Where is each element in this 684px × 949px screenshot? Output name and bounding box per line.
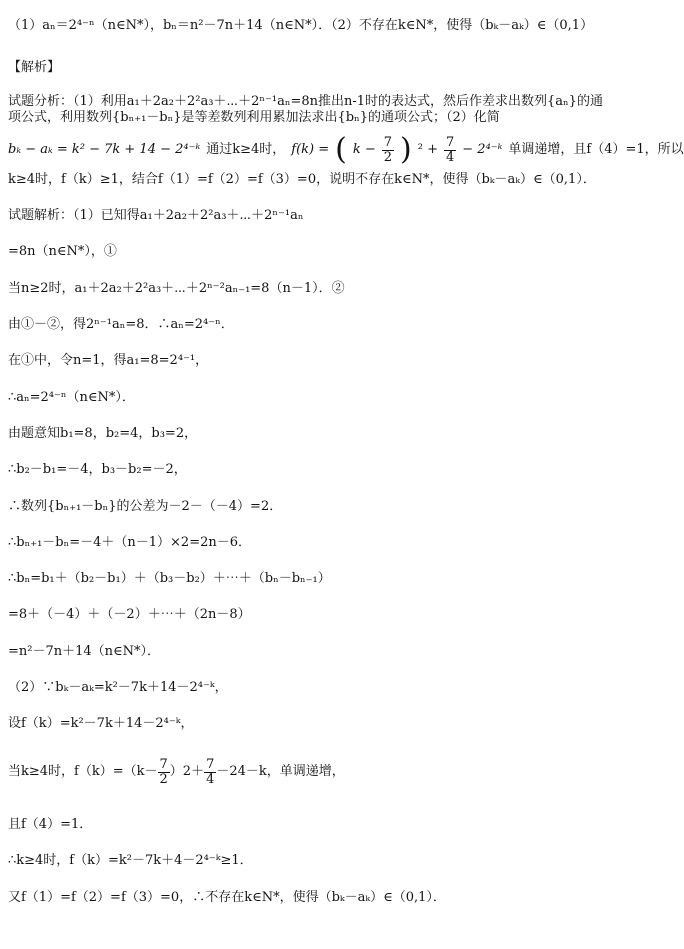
fk-label: f(k) = xyxy=(291,142,330,157)
analysis-text-1: 试题分析：（1）利用a₁＋2a₂＋2²a₃＋⋯＋2ⁿ⁻¹aₙ=8n推出n-1时的表达式，然后作差求出数列{aₙ}的通 xyxy=(8,94,603,109)
fk-expression-mid: ）2＋ xyxy=(169,764,205,779)
fk-term: k − xyxy=(352,142,376,157)
fraction-7-4 xyxy=(444,136,456,165)
solution-line-7: 由题意知b₁=8，b₂=4，b₃=2， xyxy=(8,426,198,441)
exp-term: − 2⁴⁻ᵏ xyxy=(462,142,503,157)
solution-line-9: ∴数列{bₙ₊₁－bₙ}的公差为－2－（－4）=2． xyxy=(8,499,283,514)
fraction-denominator: 2 xyxy=(383,149,393,165)
analysis-heading: 【解析】 xyxy=(8,60,61,75)
fraction-denominator: 2 xyxy=(159,771,168,787)
solution-line-3: 当n≥2时，a₁＋2a₂＋2²a₃＋⋯＋2ⁿ⁻²aₙ₋₁=8（n－1）．② xyxy=(8,281,345,296)
formula-conclusion-text: 单调递增，且f（4）=1，所以 xyxy=(508,142,684,157)
solution-line-5: 在①中，令n=1，得a₁=8=2⁴⁻¹， xyxy=(8,353,209,368)
solution-line-19: 又f（1）=f（2）=f（3）=0，∴不存在k∈N*，使得（bₖ－aₖ）∈（0,1）． xyxy=(8,890,446,905)
answer-line: （1）aₙ＝2⁴⁻ⁿ（n∈N*），bₙ＝n²－7n＋14（n∈N*）．（2）不存在k∈N*，使得（bₖ－aₖ）∈（0,1） xyxy=(8,18,594,33)
solution-line-4: 由①－②，得2ⁿ⁻¹aₙ=8．∴aₙ=2⁴⁻ⁿ． xyxy=(8,317,234,332)
close-paren: ) xyxy=(400,132,412,167)
open-paren: ( xyxy=(335,132,347,167)
solution-line-6: ∴aₙ=2⁴⁻ⁿ（n∈N*）． xyxy=(8,390,135,405)
fraction-numerator: 7 xyxy=(159,756,168,772)
solution-line-11: ∴bₙ=b₁＋（b₂－b₁）＋（b₃－b₂）＋⋯＋（bₙ－bₙ₋₁） xyxy=(8,571,331,586)
fk-expression-start: 当k≥4时，f（k）=（k－ xyxy=(8,764,158,779)
fraction-denominator: 4 xyxy=(206,771,215,787)
solution-line-2: =8n（n∈N*），① xyxy=(8,244,117,259)
solution-line-13: =n²－7n＋14（n∈N*）． xyxy=(8,644,161,659)
solution-line-15: 设f（k）=k²－7k＋14－2⁴⁻ᵏ， xyxy=(8,716,194,731)
fraction-numerator: 7 xyxy=(206,756,215,772)
solution-line-17: 且f（4）=1． xyxy=(8,817,93,832)
fraction-numerator: 7 xyxy=(383,134,393,150)
analysis-formula-line xyxy=(8,130,684,170)
fk-expression-end: －24－k，单调递增， xyxy=(216,764,345,779)
fraction-numerator: 7 xyxy=(446,134,455,150)
solution-line-12: =8＋（－4）＋（－2）＋⋯＋（2n－8） xyxy=(8,607,251,622)
solution-line-18: ∴k≥4时，f（k）=k²－7k＋4－2⁴⁻ᵏ≥1． xyxy=(8,853,253,868)
bk-minus-ak-formula: bₖ − aₖ = k² − 7k + 14 − 2⁴⁻ᵏ xyxy=(8,142,201,157)
formula-condition-text: 通过k≥4时， xyxy=(206,142,286,157)
solution-line-1: 试题解析：（1）已知得a₁＋2a₂＋2²a₃＋⋯＋2ⁿ⁻¹aₙ xyxy=(8,208,304,223)
fraction-7-2 xyxy=(158,758,170,787)
solution-line-8: ∴b₂－b₁=－4，b₃－b₂=－2， xyxy=(8,462,187,477)
fraction-7-4 xyxy=(204,758,216,787)
solution-line-16 xyxy=(8,752,345,792)
solution-line-14: （2）∵bₖ－aₖ=k²－7k＋14－2⁴⁻ᵏ， xyxy=(8,680,228,695)
square-plus: ² + xyxy=(417,142,438,157)
solution-line-10: ∴bₙ₊₁－bₙ=－4＋（n－1）×2=2n－6． xyxy=(8,535,252,550)
analysis-text-3: k≥4时，f（k）≥1，结合f（1）=f（2）=f（3）=0，说明不存在k∈N*，使得（bₖ－aₖ）∈（0,1）． xyxy=(8,172,596,187)
fraction-7-2 xyxy=(382,136,394,165)
fraction-denominator: 4 xyxy=(446,149,455,165)
analysis-text-2: 项公式，利用数列{bₙ₊₁－bₙ}是等差数列利用累加法求出{bₙ}的通项公式；（2）化简 xyxy=(8,110,500,125)
